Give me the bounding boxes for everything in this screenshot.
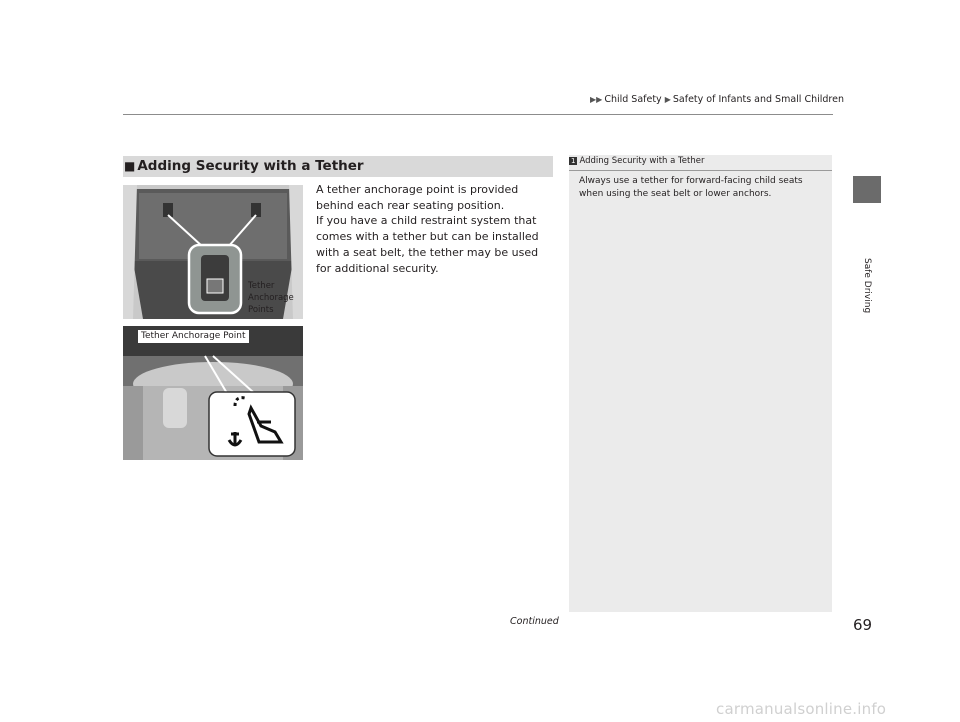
body-paragraph: If you have a child restraint system that comes with a tether but can be installed with a seat belt, the tether may be used for additional security. xyxy=(316,214,539,275)
tether-anchorage-points-callout: Tether Anchorage Points xyxy=(248,281,294,315)
breadcrumb-item-child-safety[interactable]: Child Safety xyxy=(604,94,662,105)
note-title: 1 Adding Security with a Tether xyxy=(571,156,705,166)
square-bullet-icon: ■ xyxy=(124,159,136,173)
watermark: carmanualsonline.info xyxy=(716,700,887,718)
header-divider xyxy=(123,114,833,115)
breadcrumb xyxy=(590,94,844,105)
rear-seat-image xyxy=(123,326,303,460)
breadcrumb-item-infants[interactable]: Safety of Infants and Small Children xyxy=(672,94,844,105)
arrow-icon: ▶▶ xyxy=(590,95,603,104)
note-panel xyxy=(569,155,832,612)
chapter-tab-marker xyxy=(853,176,881,203)
continued-label: Continued xyxy=(510,616,559,627)
tether-anchorage-point-callout: Tether Anchorage Point xyxy=(138,330,249,343)
page-number: 69 xyxy=(853,616,873,634)
body-paragraph: A tether anchorage point is provided behind each rear seating position. xyxy=(316,183,519,212)
section-body xyxy=(316,182,556,276)
arrow-icon: ▶ xyxy=(664,95,671,104)
chapter-label: Safe Driving xyxy=(862,258,872,314)
section-title: ■ Adding Security with a Tether xyxy=(124,158,364,174)
note-text: Always use a tether for forward-facing child seats when using the seat belt or lower anchors. xyxy=(579,176,803,199)
note-divider xyxy=(569,170,832,171)
note-number-badge: 1 xyxy=(571,157,576,165)
